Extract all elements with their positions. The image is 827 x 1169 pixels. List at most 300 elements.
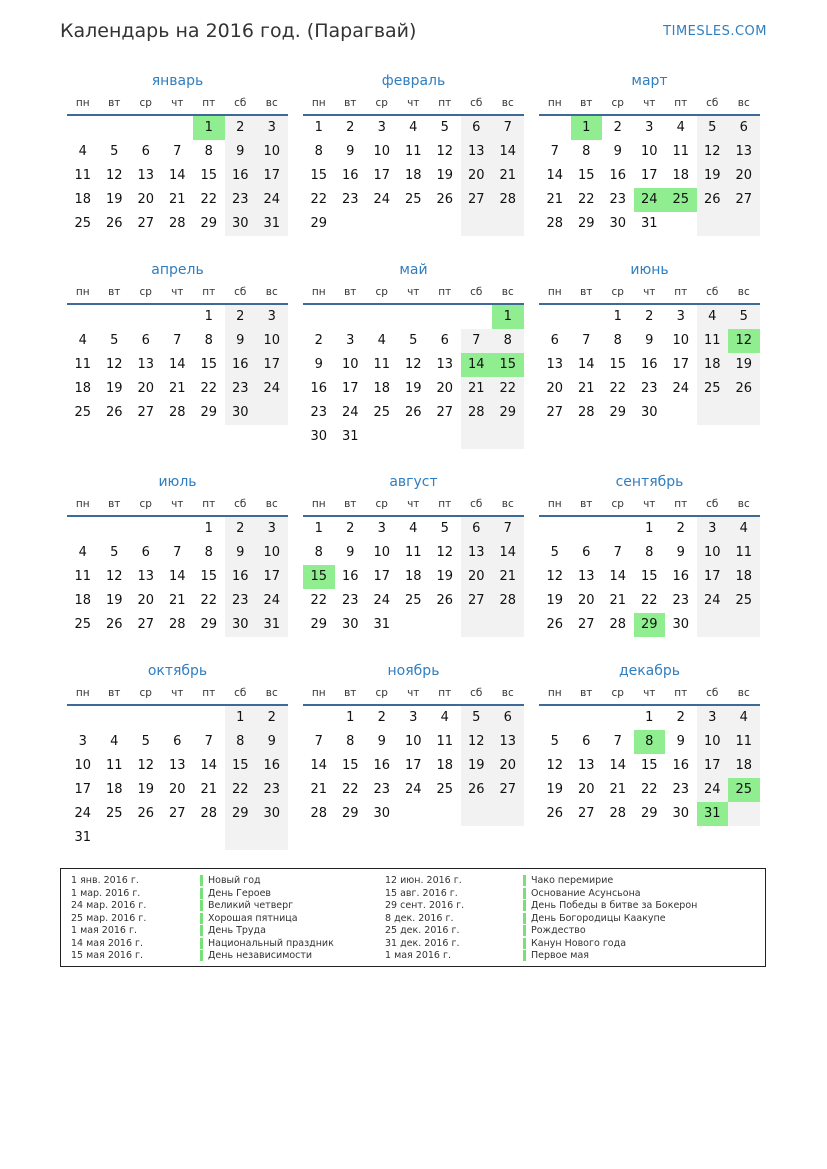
day-cell: 21 (609, 593, 627, 608)
day-cell: 9 (676, 545, 685, 560)
day-cell: 3 (697, 706, 729, 730)
empty-cell (398, 425, 430, 449)
empty-cell (398, 305, 430, 329)
page-title: Календарь на 2016 год. (Парагвай) (60, 20, 417, 42)
month-name: октябрь (147, 663, 208, 679)
day-cell: 12 (404, 357, 422, 372)
day-cell: 16 (341, 168, 359, 183)
day-cell: 7 (613, 734, 622, 749)
empty-cell (539, 706, 571, 730)
empty-cell (193, 826, 225, 850)
weekday-header (303, 682, 524, 706)
day-cell: 21 (168, 381, 186, 396)
day-cell: 19 (404, 381, 422, 396)
empty-cell (571, 305, 603, 329)
day-cell: 6 (550, 333, 559, 348)
day-cell: 7 (314, 734, 323, 749)
day-cell: 20 (577, 782, 595, 797)
day-cell: 24 (373, 593, 391, 608)
legend-text: 1 янв. 2016 г. (71, 875, 139, 886)
day-cell: 25 (697, 377, 729, 401)
day-cell: 2 (256, 706, 288, 730)
day-cell: 10 (256, 541, 288, 565)
weekday-label: вс (501, 498, 514, 510)
day-cell: 1 (571, 116, 603, 140)
day-cell: 4 (409, 521, 418, 536)
day-cell: 29 (609, 405, 627, 420)
empty-cell (67, 116, 99, 140)
weekday-label: вт (580, 687, 593, 699)
legend-text: Основание Асунсьона (531, 887, 641, 899)
day-cell: 12 (137, 758, 155, 773)
weekday-label: вс (265, 97, 278, 109)
day-cell: 8 (634, 730, 666, 754)
day-cell: 6 (582, 734, 591, 749)
holiday-marker (523, 938, 526, 949)
month-name: июль (158, 474, 197, 490)
day-cell: 5 (110, 144, 119, 159)
day-cell: 9 (314, 357, 323, 372)
day-cell: 12 (105, 357, 123, 372)
empty-cell (539, 116, 571, 140)
day-cell: 9 (256, 730, 288, 754)
empty-cell (697, 401, 729, 425)
day-cell: 17 (373, 569, 391, 584)
empty-cell (162, 116, 194, 140)
day-cell: 1 (492, 305, 524, 329)
legend-text: Канун Нового года (531, 937, 627, 949)
day-cell: 12 (697, 140, 729, 164)
empty-cell (67, 305, 99, 329)
day-cell: 18 (436, 758, 454, 773)
day-cell: 10 (256, 329, 288, 353)
day-cell: 27 (168, 806, 186, 821)
weekday-label: пт (202, 498, 216, 510)
day-cell: 14 (168, 357, 186, 372)
empty-cell (130, 826, 162, 850)
day-cell: 9 (676, 734, 685, 749)
day-cell: 26 (461, 778, 493, 802)
day-cell: 11 (373, 357, 391, 372)
day-cell: 14 (168, 168, 186, 183)
empty-cell (602, 517, 634, 541)
holiday-name (523, 875, 697, 888)
day-cell: 22 (640, 593, 658, 608)
day-cell: 18 (105, 782, 123, 797)
day-cell: 2 (676, 710, 685, 725)
empty-cell (303, 305, 335, 329)
day-cell: 18 (373, 381, 391, 396)
day-cell: 22 (225, 778, 257, 802)
day-cell: 13 (461, 541, 493, 565)
day-cell: 14 (461, 353, 493, 377)
day-cell: 19 (105, 593, 123, 608)
holiday-name (523, 925, 697, 938)
day-cell: 17 (697, 565, 729, 589)
weekday-label: вт (344, 286, 357, 298)
day-cell: 26 (137, 806, 155, 821)
weekday-label: сб (234, 687, 247, 699)
day-cell: 18 (404, 168, 422, 183)
month-2 (303, 70, 524, 236)
day-cell: 25 (404, 593, 422, 608)
day-cell: 13 (168, 758, 186, 773)
day-cell: 1 (204, 521, 213, 536)
day-cell: 18 (728, 565, 760, 589)
day-cell: 4 (409, 120, 418, 135)
weekday-label: пн (75, 97, 90, 109)
day-cell: 16 (672, 758, 690, 773)
day-cell: 25 (105, 806, 123, 821)
day-cell: 20 (137, 381, 155, 396)
day-cell: 8 (204, 333, 213, 348)
empty-cell (225, 826, 257, 850)
day-cell: 27 (577, 617, 595, 632)
day-cell: 14 (200, 758, 218, 773)
day-cell: 23 (672, 593, 690, 608)
weekday-label: ср (139, 97, 152, 109)
holiday-date (71, 938, 146, 951)
weekday-label: пт (674, 498, 688, 510)
day-cell: 23 (225, 589, 257, 613)
day-cell: 8 (204, 545, 213, 560)
day-cell: 29 (200, 216, 218, 231)
day-cell: 21 (577, 381, 595, 396)
day-cell: 29 (310, 216, 328, 231)
day-cell: 20 (546, 381, 564, 396)
day-cell: 24 (634, 188, 666, 212)
day-cell: 17 (256, 565, 288, 589)
empty-cell (162, 706, 194, 730)
day-cell: 7 (461, 329, 493, 353)
day-cell: 8 (346, 734, 355, 749)
day-cell: 23 (640, 381, 658, 396)
day-cell: 25 (404, 192, 422, 207)
day-cell: 29 (341, 806, 359, 821)
day-cell: 20 (577, 593, 595, 608)
day-cell: 8 (314, 144, 323, 159)
empty-cell (162, 305, 194, 329)
day-cell: 1 (314, 521, 323, 536)
empty-cell (99, 826, 131, 850)
day-cell: 6 (440, 333, 449, 348)
day-cell: 10 (373, 144, 391, 159)
site-link[interactable]: TIMESLES.COM (663, 24, 767, 39)
weekday-label: пт (674, 687, 688, 699)
weekday-label: пн (75, 498, 90, 510)
day-grid (539, 706, 760, 826)
day-cell: 2 (225, 305, 257, 329)
day-cell: 19 (546, 782, 564, 797)
empty-cell (162, 826, 194, 850)
day-cell: 24 (256, 188, 288, 212)
month-6 (539, 259, 760, 425)
day-cell: 20 (137, 192, 155, 207)
day-cell: 17 (640, 168, 658, 183)
day-cell: 15 (341, 758, 359, 773)
empty-cell (697, 212, 729, 236)
day-cell: 15 (303, 565, 335, 589)
day-cell: 9 (346, 545, 355, 560)
holiday-date (71, 925, 146, 938)
day-cell: 5 (409, 333, 418, 348)
legend-text: 14 мая 2016 г. (71, 937, 144, 949)
empty-cell (335, 305, 367, 329)
empty-cell (461, 802, 493, 826)
day-cell: 7 (550, 144, 559, 159)
day-cell: 14 (492, 541, 524, 565)
holiday-name (523, 950, 697, 963)
holiday-marker (200, 925, 203, 936)
day-cell: 7 (613, 545, 622, 560)
holiday-name (523, 938, 697, 951)
weekday-label: пн (75, 286, 90, 298)
weekday-label: вт (580, 286, 593, 298)
day-cell: 11 (672, 144, 690, 159)
legend-dates-left (71, 875, 146, 963)
weekday-label: вс (737, 498, 750, 510)
day-cell: 31 (373, 617, 391, 632)
weekday-label: пт (674, 286, 688, 298)
day-cell: 20 (137, 593, 155, 608)
weekday-label: сб (470, 498, 483, 510)
weekday-header (67, 92, 288, 116)
legend-text: 15 мая 2016 г. (71, 950, 144, 961)
weekday-label: сб (234, 97, 247, 109)
day-cell: 29 (634, 613, 666, 637)
weekday-label: ср (139, 286, 152, 298)
day-cell: 28 (168, 405, 186, 420)
day-cell: 27 (461, 589, 493, 613)
day-cell: 8 (225, 730, 257, 754)
day-cell: 12 (436, 545, 454, 560)
day-cell: 26 (105, 405, 123, 420)
day-cell: 19 (105, 192, 123, 207)
day-cell: 4 (728, 706, 760, 730)
empty-cell (99, 706, 131, 730)
day-cell: 23 (672, 782, 690, 797)
day-cell: 5 (110, 333, 119, 348)
day-cell: 29 (492, 401, 524, 425)
weekday-label: ср (375, 687, 388, 699)
day-cell: 4 (78, 333, 87, 348)
day-cell: 21 (461, 377, 493, 401)
day-cell: 24 (373, 192, 391, 207)
day-cell: 19 (436, 168, 454, 183)
day-cell: 16 (225, 565, 257, 589)
day-cell: 4 (78, 144, 87, 159)
day-cell: 30 (672, 617, 690, 632)
day-cell: 3 (256, 116, 288, 140)
legend-text: 29 сент. 2016 г. (385, 900, 465, 911)
weekday-label: сб (470, 286, 483, 298)
day-cell: 24 (672, 381, 690, 396)
weekday-label: чт (407, 97, 420, 109)
empty-cell (728, 802, 760, 826)
day-cell: 5 (550, 734, 559, 749)
day-cell: 18 (74, 192, 92, 207)
day-cell: 15 (200, 168, 218, 183)
day-cell: 19 (436, 569, 454, 584)
month-8 (303, 471, 524, 637)
day-cell: 16 (341, 569, 359, 584)
month-1 (67, 70, 288, 236)
weekday-label: ср (611, 286, 624, 298)
day-cell: 15 (640, 758, 658, 773)
weekday-label: пн (311, 286, 326, 298)
empty-cell (665, 212, 697, 236)
weekday-label: сб (706, 687, 719, 699)
month-3 (539, 70, 760, 236)
weekday-label: пт (438, 687, 452, 699)
legend-text: Чако перемирие (531, 875, 614, 886)
day-cell: 15 (492, 353, 524, 377)
day-cell: 1 (225, 706, 257, 730)
day-cell: 2 (645, 309, 654, 324)
day-cell: 1 (645, 521, 654, 536)
weekday-label: вс (737, 687, 750, 699)
weekday-label: ср (611, 687, 624, 699)
holiday-name (523, 888, 697, 901)
day-cell: 15 (609, 357, 627, 372)
holiday-marker (200, 950, 203, 961)
empty-cell (99, 116, 131, 140)
day-cell: 25 (728, 778, 760, 802)
day-cell: 2 (377, 710, 386, 725)
day-cell: 14 (577, 357, 595, 372)
day-cell: 3 (645, 120, 654, 135)
day-cell: 9 (377, 734, 386, 749)
day-cell: 15 (200, 569, 218, 584)
holiday-name (200, 888, 334, 901)
legend-text: 25 дек. 2016 г. (385, 925, 460, 936)
day-cell: 21 (168, 192, 186, 207)
day-cell: 9 (645, 333, 654, 348)
day-cell: 13 (137, 569, 155, 584)
day-cell: 6 (173, 734, 182, 749)
day-cell: 10 (697, 541, 729, 565)
weekday-label: вт (344, 498, 357, 510)
holiday-date (71, 875, 146, 888)
empty-cell (256, 826, 288, 850)
day-cell: 18 (672, 168, 690, 183)
weekday-label: ср (375, 498, 388, 510)
empty-cell (728, 401, 760, 425)
legend-text: 24 мар. 2016 г. (71, 900, 147, 911)
day-cell: 20 (492, 754, 524, 778)
day-cell: 4 (676, 120, 685, 135)
day-cell: 22 (341, 782, 359, 797)
empty-cell (193, 706, 225, 730)
holiday-marker (523, 875, 526, 886)
day-cell: 13 (137, 168, 155, 183)
day-cell: 16 (256, 754, 288, 778)
day-cell: 22 (200, 593, 218, 608)
legend-text: Хорошая пятница (208, 912, 298, 924)
weekday-label: ср (611, 97, 624, 109)
month-name: июнь (630, 262, 669, 278)
day-cell: 22 (609, 381, 627, 396)
holiday-date (71, 888, 146, 901)
month-name: январь (151, 73, 204, 89)
day-cell: 27 (137, 617, 155, 632)
weekday-label: ср (375, 97, 388, 109)
day-cell: 7 (204, 734, 213, 749)
day-cell: 27 (492, 778, 524, 802)
day-cell: 3 (346, 333, 355, 348)
day-cell: 5 (141, 734, 150, 749)
day-cell: 31 (341, 429, 359, 444)
holiday-marker (200, 900, 203, 911)
holiday-name (200, 875, 334, 888)
empty-cell (429, 425, 461, 449)
weekday-header (539, 92, 760, 116)
empty-cell (67, 706, 99, 730)
month-name: август (389, 474, 438, 490)
day-cell: 27 (436, 405, 454, 420)
day-cell: 31 (256, 613, 288, 637)
day-cell: 13 (137, 357, 155, 372)
day-cell: 13 (577, 758, 595, 773)
day-cell: 15 (577, 168, 595, 183)
month-5 (303, 259, 524, 449)
weekday-label: ср (611, 498, 624, 510)
weekday-label: чт (407, 286, 420, 298)
day-cell: 11 (404, 144, 422, 159)
day-cell: 28 (200, 806, 218, 821)
day-cell: 27 (546, 405, 564, 420)
day-cell: 6 (461, 116, 493, 140)
day-cell: 16 (373, 758, 391, 773)
legend-text: 31 дек. 2016 г. (385, 937, 460, 949)
day-cell: 19 (697, 164, 729, 188)
day-cell: 26 (105, 617, 123, 632)
day-cell: 10 (373, 545, 391, 560)
month-11 (303, 660, 524, 826)
day-cell: 27 (137, 216, 155, 231)
day-cell: 10 (256, 140, 288, 164)
day-cell: 2 (225, 116, 257, 140)
day-cell: 3 (256, 517, 288, 541)
day-grid (67, 706, 288, 850)
weekday-label: сб (470, 687, 483, 699)
day-cell: 17 (672, 357, 690, 372)
holiday-marker (200, 875, 203, 886)
empty-cell (492, 802, 524, 826)
empty-cell (461, 613, 493, 637)
day-cell: 19 (105, 381, 123, 396)
day-cell: 21 (546, 192, 564, 207)
day-cell: 26 (404, 405, 422, 420)
month-name: март (631, 73, 668, 89)
holiday-date (385, 875, 464, 888)
weekday-label: вс (265, 687, 278, 699)
day-cell: 9 (225, 140, 257, 164)
day-cell: 8 (613, 333, 622, 348)
day-cell: 28 (310, 806, 328, 821)
empty-cell (256, 401, 288, 425)
holiday-marker (523, 950, 526, 961)
day-cell: 26 (436, 593, 454, 608)
day-cell: 7 (492, 517, 524, 541)
day-cell: 26 (436, 192, 454, 207)
weekday-label: пн (547, 498, 562, 510)
weekday-label: пт (438, 286, 452, 298)
empty-cell (697, 613, 729, 637)
weekday-label: вт (108, 498, 121, 510)
day-cell: 17 (74, 782, 92, 797)
day-cell: 23 (310, 405, 328, 420)
